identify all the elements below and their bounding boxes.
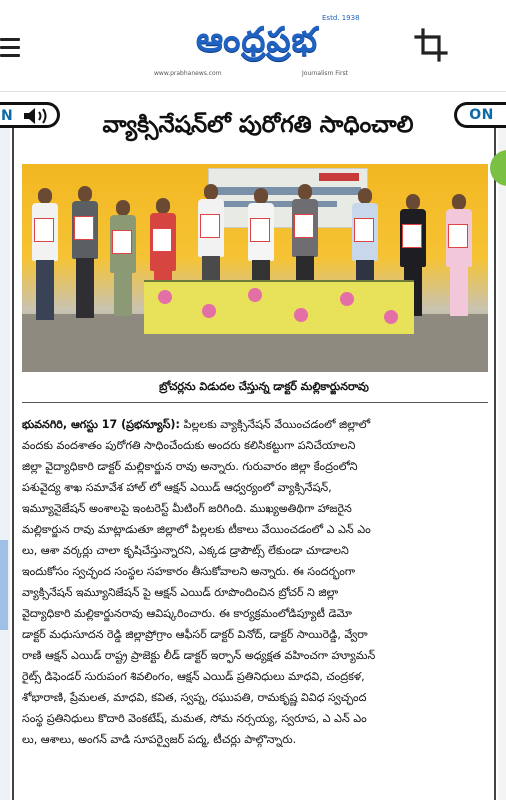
caption-divider: [22, 402, 488, 403]
speaker-icon: [22, 107, 52, 125]
left-page-edge-accent: [0, 540, 8, 630]
newspaper-logo: [152, 12, 362, 78]
article-line: ఇమ్యూనైజేషన్ అంశాలపై ఇంటరెస్ట్ మీటింగ్ జరిగింది. ముఖ్యఅతిథిగా హాజరైన: [22, 502, 352, 515]
article-line: వందకు వందశాతం పురోగతి సాధించేందుకు అందరు కలిసికట్టుగా పనిచేయాలని: [22, 439, 356, 452]
article-line: వైద్యాధికారి మల్లికార్జునరావు ఆవిష్కరించారు. ఈ కార్యక్రమంలోడిప్యూటీ డెమో: [22, 607, 352, 620]
article-line: రాణి ఆక్షన్ ఎయిడ్ రాష్ట్ర ప్రాజెక్టు లీడ్ డాక్టర్ ఇర్ఫాన్ అధ్యక్షత వహించగా హ్యూమన్: [22, 649, 376, 662]
article-line: శోభారాణి, ప్రేమలత, మాధవి, కవిత, స్వప్న, రఘుపతి, రామకృష్ణ వివిధ స్వచ్ఛంద: [22, 691, 367, 704]
article-line: పశువైద్య శాఖ సమావేశ హాల్ లో ఆక్షన్ ఎయిడ్ ఆధ్వర్యంలో వ్యాక్సినేషన్,: [22, 481, 332, 494]
logo-website: www.prabhanews.com: [154, 70, 222, 77]
article-photo: [22, 164, 488, 372]
logo-tagline: Journalism First: [302, 70, 348, 77]
article-line: మల్లికార్జున రావు మాట్లాడుతూ జిల్లాలో పిల్లలకు టీకాలు వేయించడంలో ఎ ఎన్ ఎం: [22, 523, 371, 536]
article-line: లు, ఆశాలు, అంగన్ వాడి సూపర్వైజర్ పద్మ, టీచర్లు పాల్గొన్నారు.: [22, 733, 297, 746]
audio-toggle-right-label: ON: [469, 107, 494, 123]
hamburger-icon[interactable]: [0, 38, 22, 58]
logo-wordmark: ఆంధ్రప్రభ: [195, 20, 319, 60]
audio-toggle-left[interactable]: [0, 102, 60, 128]
photo-caption: బ్రోచర్లను విడుదల చేస్తున్న డాక్టర్ మల్లికార్జునరావు: [159, 380, 369, 393]
article-line: సంస్థ ప్రతినిధులు కొదారి వెంకటేష్, మమత, సోమ నర్సయ్య, స్వరూప, ఎ ఎన్ ఎం: [22, 712, 367, 725]
article-line: ఇందుకోసం స్వచ్ఛంద సంస్థల సహకారం తీసుకోవాలని అన్నారు. ఈ సందర్భంగా: [22, 565, 356, 578]
crop-icon[interactable]: [414, 28, 448, 62]
article-body: [22, 414, 490, 794]
article-line: రైట్స్ డిఫెండర్ సురుపంగ శివలింగం, ఆక్షన్ ఎయిడ్ ప్రతినిధులు మాధవి, చంద్రకళ,: [22, 670, 365, 683]
audio-toggle-right[interactable]: [454, 102, 506, 128]
article-line: భువనగిరి, ఆగస్టు 17 (ప్రభన్యూస్): పిల్లలకు వ్యాక్సినేషన్ వేయించడంలో జిల్లాలో: [22, 418, 371, 431]
photo-table: [144, 280, 414, 334]
article-line: జిల్లా వైద్యాధికారి డాక్టర్ మల్లికార్జున రావు అన్నారు. గురువారం జిల్లా కేంద్రంలోని: [22, 460, 358, 473]
right-page-edge: [498, 104, 506, 800]
article-line: లు, ఆశా వర్కర్లు చాలా కృషిచేస్తున్నారని, ఎక్కడ డ్రాపౌట్స్ లేకుండా చూడాలని: [22, 544, 349, 557]
article-line: డాక్టర్ మధుసూదన రెడ్డి జిల్లాప్రోగ్రాం ఆఫీసర్ డాక్టర్ వినోద్, డాక్టర్ సాయిరెడ్డి, వ్వేరా: [22, 628, 368, 641]
left-page-edge: [0, 104, 10, 800]
logo-established: Estd. 1938: [322, 14, 360, 22]
article-headline: వ్యాక్సినేషన్‌లో పురోగతి సాధించాలి: [102, 112, 414, 138]
app-header: [0, 0, 506, 92]
article-line: వ్యాక్సినేషన్ ఇమ్యూనిజేషన్ పై ఆక్షన్ ఎయిడ్ రూపొందించిన బ్రోచర్ ని జిల్లా: [22, 586, 339, 599]
photo-banner: [208, 168, 368, 228]
article-dateline: భువనగిరి, ఆగస్టు 17 (ప్రభన్యూస్):: [22, 418, 180, 431]
audio-toggle-left-label: N: [1, 108, 13, 124]
